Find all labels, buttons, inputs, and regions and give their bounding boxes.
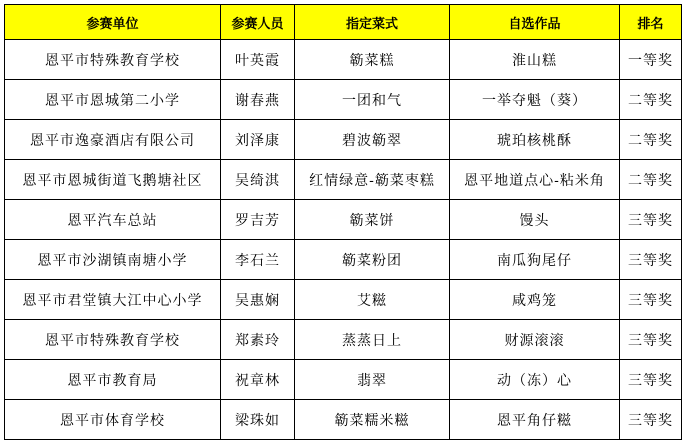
cell-unit: 恩平市逸豪酒店有限公司 — [5, 120, 221, 160]
cell-chosen-work: 馒头 — [450, 200, 620, 240]
cell-chosen-work: 财源滚滚 — [450, 320, 620, 360]
cell-assigned-dish: 翡翠 — [295, 360, 450, 400]
cell-participant: 罗吉芳 — [221, 200, 295, 240]
cell-chosen-work: 淮山糕 — [450, 40, 620, 80]
cell-unit: 恩平市沙湖镇南塘小学 — [5, 240, 221, 280]
cell-assigned-dish: 簕菜粉团 — [295, 240, 450, 280]
cell-rank: 三等奖 — [620, 400, 682, 440]
cell-chosen-work: 咸鸡笼 — [450, 280, 620, 320]
cell-chosen-work: 一举夺魁（葵） — [450, 80, 620, 120]
cell-unit: 恩平市特殊教育学校 — [5, 320, 221, 360]
cell-unit: 恩平汽车总站 — [5, 200, 221, 240]
cell-rank: 三等奖 — [620, 360, 682, 400]
table-row — [5, 200, 682, 240]
cell-participant: 郑素玲 — [221, 320, 295, 360]
cell-participant: 叶英霞 — [221, 40, 295, 80]
cell-unit: 恩平市恩城第二小学 — [5, 80, 221, 120]
cell-unit: 恩平市恩城街道飞鹅塘社区 — [5, 160, 221, 200]
cell-chosen-work: 南瓜狗尾仔 — [450, 240, 620, 280]
header-unit: 参赛单位 — [5, 5, 221, 40]
cell-rank: 二等奖 — [620, 120, 682, 160]
cell-unit: 恩平市特殊教育学校 — [5, 40, 221, 80]
table-row — [5, 80, 682, 120]
cell-unit: 恩平市君堂镇大江中心小学 — [5, 280, 221, 320]
cell-rank: 三等奖 — [620, 280, 682, 320]
header-row — [5, 5, 682, 40]
cell-assigned-dish: 蒸蒸日上 — [295, 320, 450, 360]
cell-participant: 梁珠如 — [221, 400, 295, 440]
cell-assigned-dish: 簕菜糕 — [295, 40, 450, 80]
cell-rank: 三等奖 — [620, 200, 682, 240]
table-row — [5, 40, 682, 80]
cell-participant: 祝章林 — [221, 360, 295, 400]
cell-chosen-work: 恩平地道点心-粘米角 — [450, 160, 620, 200]
cell-assigned-dish: 簕菜糯米糍 — [295, 400, 450, 440]
header-rank: 排名 — [620, 5, 682, 40]
header-chosen-work: 自选作品 — [450, 5, 620, 40]
table-row — [5, 240, 682, 280]
header-assigned-dish: 指定菜式 — [295, 5, 450, 40]
cell-rank: 二等奖 — [620, 80, 682, 120]
cell-unit: 恩平市体育学校 — [5, 400, 221, 440]
cell-assigned-dish: 红情绿意-簕菜枣糕 — [295, 160, 450, 200]
table-row — [5, 320, 682, 360]
cell-participant: 吴绮淇 — [221, 160, 295, 200]
cell-rank: 二等奖 — [620, 160, 682, 200]
cell-rank: 一等奖 — [620, 40, 682, 80]
cell-rank: 三等奖 — [620, 240, 682, 280]
cell-assigned-dish: 一团和气 — [295, 80, 450, 120]
cell-participant: 刘泽康 — [221, 120, 295, 160]
table-row — [5, 400, 682, 440]
results-sheet — [4, 4, 682, 440]
cell-chosen-work: 恩平角仔糍 — [450, 400, 620, 440]
cell-assigned-dish: 碧波簕翠 — [295, 120, 450, 160]
cell-assigned-dish: 簕菜饼 — [295, 200, 450, 240]
table-row — [5, 160, 682, 200]
cell-participant: 谢春燕 — [221, 80, 295, 120]
cell-assigned-dish: 艾糍 — [295, 280, 450, 320]
cell-participant: 吴惠娴 — [221, 280, 295, 320]
table-row — [5, 120, 682, 160]
cell-rank: 三等奖 — [620, 320, 682, 360]
table-row — [5, 280, 682, 320]
cell-participant: 李石兰 — [221, 240, 295, 280]
cell-chosen-work: 琥珀核桃酥 — [450, 120, 620, 160]
cell-chosen-work: 动（冻）心 — [450, 360, 620, 400]
table-row — [5, 360, 682, 400]
header-participant: 参赛人员 — [221, 5, 295, 40]
results-table — [4, 4, 682, 440]
cell-unit: 恩平市教育局 — [5, 360, 221, 400]
